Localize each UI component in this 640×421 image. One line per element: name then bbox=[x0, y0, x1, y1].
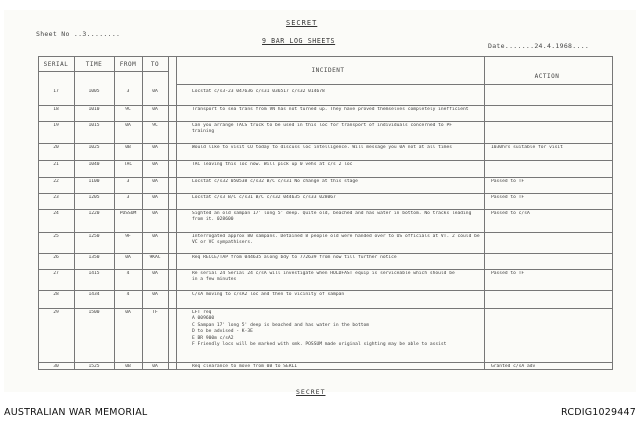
incident-line: training bbox=[192, 129, 215, 135]
to-cell: 0A bbox=[152, 145, 158, 150]
row-divider bbox=[38, 143, 612, 144]
incident-line: VC or VC sympathisers. bbox=[192, 240, 253, 246]
from-cell: 9F bbox=[125, 234, 131, 239]
incident-line: Locstat c/s3-23 047636 c/s31 036517 c/s32 014678 bbox=[192, 89, 325, 94]
incident-line: TAC leaving this loc now. Will pick up 0 vehs at c/s 2 loc bbox=[192, 162, 353, 167]
time-cell: 1100 bbox=[88, 179, 100, 184]
time-cell: 1015 bbox=[88, 123, 100, 128]
incident-line: Transport to sea trans from VN has not turned up. They have proved themselves completely inefficient bbox=[192, 107, 469, 112]
time-cell: 1350 bbox=[88, 255, 100, 260]
classification-top: SECRET bbox=[286, 19, 318, 27]
row-divider bbox=[38, 121, 612, 122]
time-cell: 1415 bbox=[88, 271, 100, 276]
sheet-date: Date.......24.4.1968.... bbox=[488, 42, 590, 50]
incident-line: E BR 900m c/sA2 bbox=[192, 335, 234, 341]
to-cell: 0A bbox=[152, 107, 158, 112]
footer-source: AUSTRALIAN WAR MEMORIAL bbox=[4, 407, 148, 418]
incident-cell bbox=[192, 123, 482, 136]
incident-cell bbox=[192, 310, 482, 348]
incident-line: Sighted an old sampan 17' long 5' deep. Quite old, beached and has water in bottom. No tracks leading bbox=[192, 211, 472, 216]
row-divider bbox=[38, 362, 612, 363]
to-cell: 0A bbox=[152, 89, 158, 94]
incident-line: Can you arrange TACS truck to be used in this loc for transport of individuals concerned to PF bbox=[192, 123, 452, 128]
to-cell: 0A bbox=[152, 195, 158, 200]
from-cell: POSSUM bbox=[119, 211, 137, 216]
incident-line: C Sampan 17' long 5' deep is beached and has water in the bottom bbox=[192, 322, 370, 328]
row-divider bbox=[38, 177, 612, 178]
time-cell: 1010 bbox=[88, 107, 100, 112]
header-rule-incident bbox=[176, 84, 486, 85]
col-incident: INCIDENT bbox=[311, 67, 345, 74]
incident-cell bbox=[192, 107, 482, 113]
to-cell: 0A bbox=[152, 292, 158, 297]
row-divider bbox=[38, 193, 612, 194]
from-cell: 3 bbox=[126, 89, 130, 94]
serial-cell: 21 bbox=[53, 162, 59, 167]
serial-cell: 22 bbox=[53, 179, 59, 184]
time-cell: 1040 bbox=[88, 162, 100, 167]
serial-cell: 29 bbox=[53, 310, 59, 315]
time-cell: 1500 bbox=[88, 310, 100, 315]
serial-cell: 25 bbox=[53, 234, 59, 239]
header-rule-left bbox=[38, 71, 168, 72]
row-divider bbox=[38, 160, 612, 161]
row-divider bbox=[38, 269, 612, 270]
from-cell: 3 bbox=[126, 195, 130, 200]
row-divider bbox=[38, 105, 612, 106]
classification-bottom: SECRET bbox=[296, 388, 326, 396]
page-title: 9 BAR LOG SHEETS bbox=[262, 37, 336, 45]
column-divider bbox=[168, 56, 169, 369]
action-cell: 1030hrs suitable for visit bbox=[491, 145, 563, 150]
action-cell: Passed to TF bbox=[491, 179, 525, 184]
incident-cell bbox=[192, 145, 482, 151]
incident-line: in a few minutes bbox=[192, 277, 237, 283]
incident-line: LFT req bbox=[192, 310, 212, 315]
row-divider bbox=[38, 209, 612, 210]
col-serial: SERIAL bbox=[43, 61, 69, 68]
to-cell: 0A bbox=[152, 234, 158, 239]
serial-cell: 28 bbox=[53, 292, 59, 297]
serial-cell: 18 bbox=[53, 107, 59, 112]
incident-cell bbox=[192, 255, 482, 261]
from-cell: 0B bbox=[125, 364, 131, 369]
from-cell: 0B bbox=[125, 145, 131, 150]
incident-cell bbox=[192, 234, 482, 247]
incident-cell bbox=[192, 162, 482, 168]
to-cell: 0A bbox=[152, 364, 158, 369]
serial-cell: 24 bbox=[53, 211, 59, 216]
incident-cell bbox=[192, 271, 482, 284]
table-border-top bbox=[38, 56, 612, 57]
to-cell: 0A bbox=[152, 211, 158, 216]
to-cell: 0A bbox=[152, 271, 158, 276]
time-cell: 1220 bbox=[88, 211, 100, 216]
action-cell: Passed to c/sA bbox=[491, 211, 530, 216]
to-cell: 9C bbox=[152, 123, 158, 128]
serial-cell: 27 bbox=[53, 271, 59, 276]
serial-cell: 19 bbox=[53, 123, 59, 128]
from-cell: 9C bbox=[125, 107, 131, 112]
to-cell: 0A bbox=[152, 162, 158, 167]
incident-cell bbox=[192, 292, 482, 298]
incident-line: A 009600 bbox=[192, 316, 215, 322]
to-cell: 9KAC bbox=[149, 255, 161, 260]
col-time: TIME bbox=[85, 61, 103, 68]
incident-cell bbox=[192, 364, 482, 370]
action-cell: Passed to TF bbox=[491, 271, 525, 276]
to-cell: TF bbox=[152, 310, 158, 315]
log-table bbox=[38, 56, 612, 369]
row-divider bbox=[38, 290, 612, 291]
to-cell: 0A bbox=[152, 179, 158, 184]
incident-line: Req clearance to move from 0B to SERLI bbox=[192, 364, 298, 369]
incident-cell bbox=[192, 179, 482, 185]
time-cell: 1434 bbox=[88, 292, 100, 297]
incident-line: Would like to visit CO today to discuss loc intelligence. Will message you 0A not at all times bbox=[192, 145, 452, 150]
from-cell: TAC bbox=[123, 162, 133, 167]
serial-cell: 26 bbox=[53, 255, 59, 260]
header-rule-action bbox=[484, 84, 612, 85]
from-cell: 3 bbox=[126, 179, 130, 184]
row-divider bbox=[38, 253, 612, 254]
table-border-right bbox=[612, 56, 613, 370]
incident-line: Locstat c/s3 B/C c/s31 B/C c/s32 044635 c/s33 028067 bbox=[192, 195, 336, 200]
serial-cell: 17 bbox=[53, 89, 59, 94]
col-to: TO bbox=[150, 61, 160, 68]
incident-line: F Friendly locs will be marked with smk. POSSUM made original sighting may be able to assist bbox=[192, 342, 447, 348]
action-cell: Granted c/sA adv bbox=[491, 364, 536, 369]
time-cell: 1250 bbox=[88, 234, 100, 239]
from-cell: 0A bbox=[125, 123, 131, 128]
from-cell: 0A bbox=[125, 255, 131, 260]
action-cell: Passed to TF bbox=[491, 195, 525, 200]
incident-line: Req RECCE/TAP from 044635 along bdy to 772639 from now till further notice bbox=[192, 255, 397, 260]
incident-line: C/sA moving to c/sA2 loc and then to vicinity of sampan bbox=[192, 292, 345, 297]
column-divider bbox=[484, 56, 485, 369]
time-cell: 1205 bbox=[88, 195, 100, 200]
from-cell: 0A bbox=[125, 310, 131, 315]
time-cell: 1005 bbox=[88, 89, 100, 94]
col-action: ACTION bbox=[534, 73, 560, 80]
incident-line: from it. 028600 bbox=[192, 217, 234, 223]
incident-line: Interrogated approx 80 sampans. Detained 8 people old were handed over to US officials at VT. 2 could be bbox=[192, 234, 480, 239]
serial-cell: 30 bbox=[53, 364, 59, 369]
row-divider bbox=[38, 232, 612, 233]
footer-id: RCDIG1029447 bbox=[561, 407, 636, 418]
incident-cell bbox=[192, 195, 482, 201]
col-from: FROM bbox=[119, 61, 137, 68]
from-cell: 4 bbox=[126, 292, 130, 297]
log-sheet bbox=[4, 10, 636, 396]
time-cell: 1525 bbox=[88, 364, 100, 369]
incident-line: D to be advised - K-3E bbox=[192, 329, 253, 335]
row-divider bbox=[38, 308, 612, 309]
column-divider bbox=[176, 56, 177, 369]
sheet-number: Sheet No ..3........ bbox=[36, 30, 121, 38]
incident-cell bbox=[192, 211, 482, 224]
time-cell: 1025 bbox=[88, 145, 100, 150]
serial-cell: 23 bbox=[53, 195, 59, 200]
incident-cell bbox=[192, 89, 482, 95]
incident-line: Re serial 24 Serial 24 c/sA will investigate when HOLDFAST equip is serviceable which should be bbox=[192, 271, 455, 276]
incident-line: Locstat c/s32 050538 c/s32 B/C c/s31 No change at this stage bbox=[192, 179, 358, 184]
from-cell: 4 bbox=[126, 271, 130, 276]
serial-cell: 20 bbox=[53, 145, 59, 150]
